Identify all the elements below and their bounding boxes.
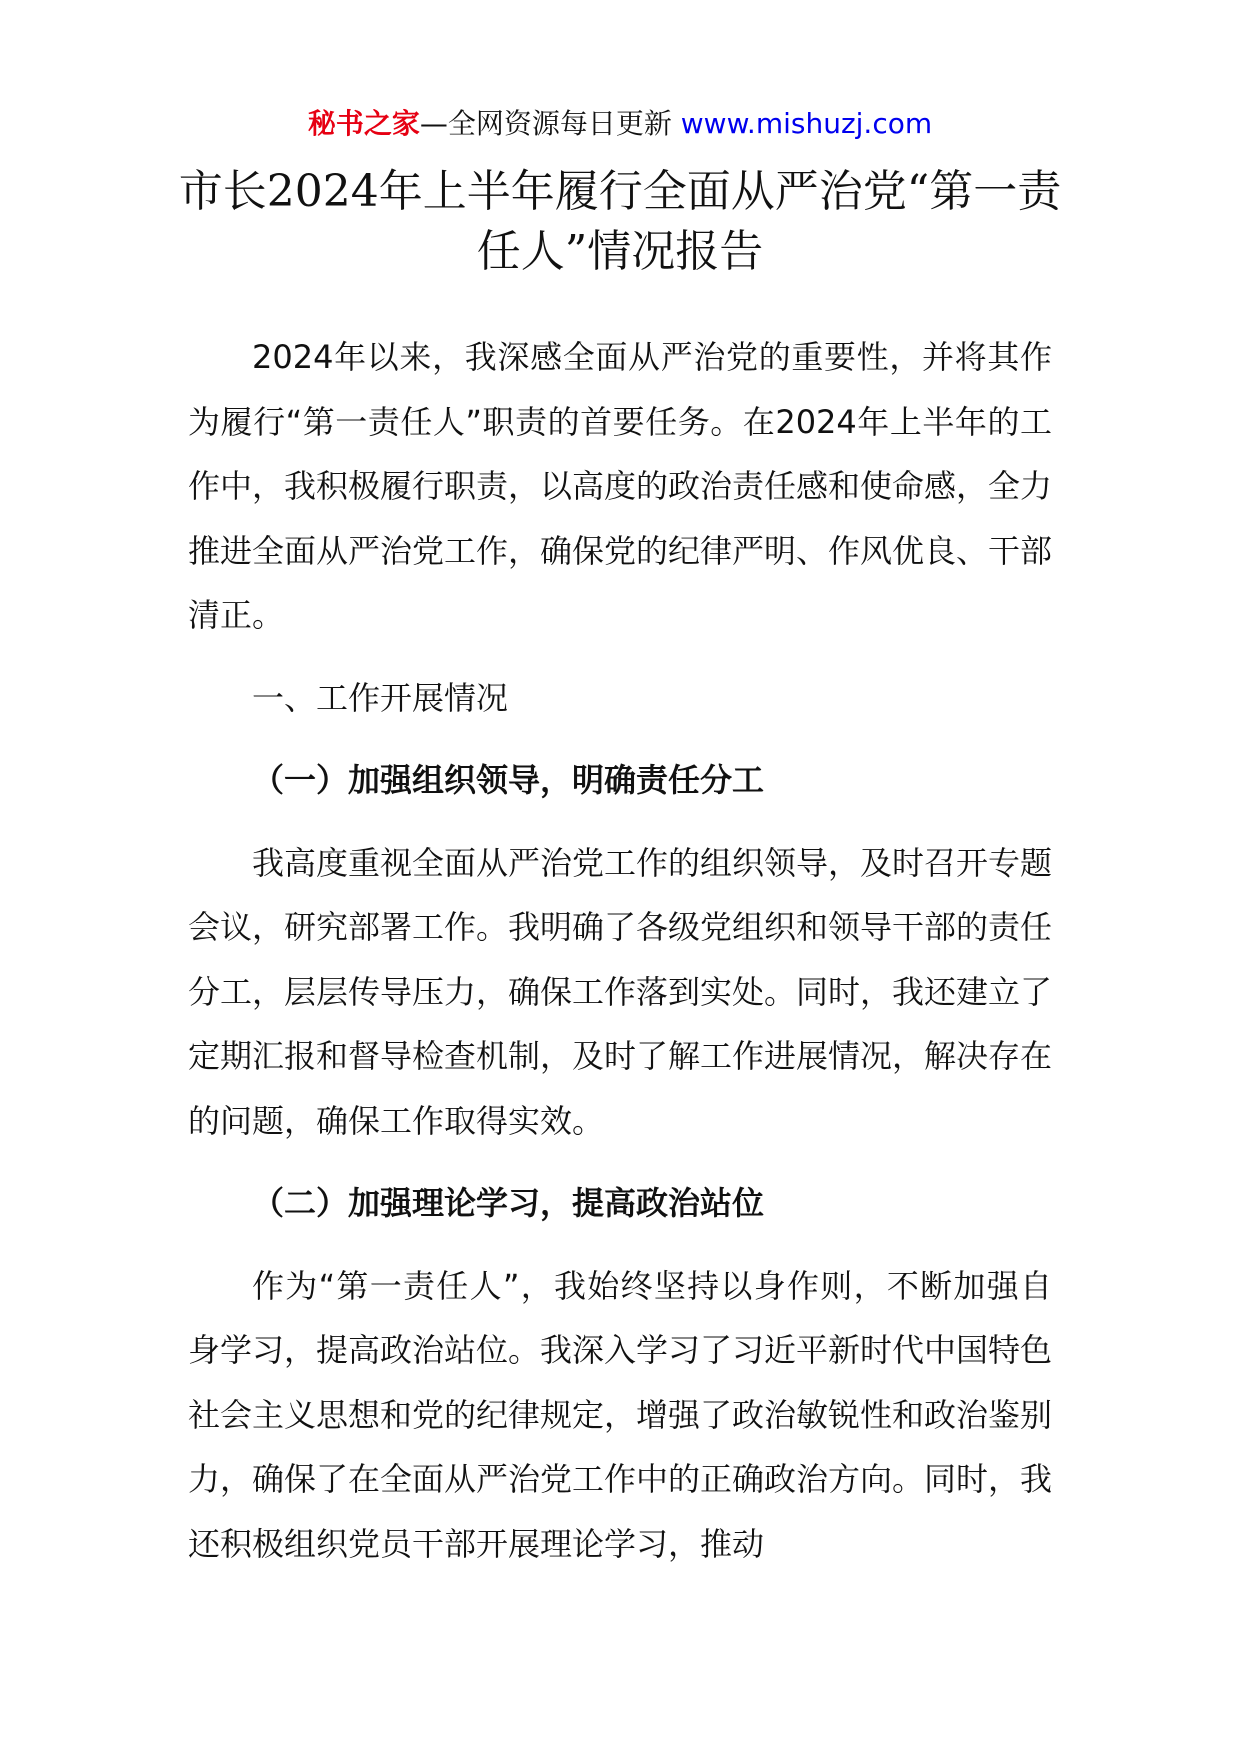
brand-name: 秘书之家 (307, 107, 420, 140)
subsection-paragraph-leadership: 我高度重视全面从严治党工作的组织领导，及时召开专题会议，研究部署工作。我明确了各级党组织和领导干部的责任分工，层层传导压力，确保工作落到实处。同时，我还建立了定期汇报和督导检查机制，及时了解工作进展情况，解决存在的问题，确保工作取得实效。 (188, 843, 1053, 1140)
subsection-heading-study: （二）加强理论学习，提高政治站位 (252, 1184, 765, 1222)
header-tagline: —全网资源每日更新 (419, 107, 681, 140)
site-url-link[interactable]: www.mishuzj.com (680, 107, 933, 140)
document-title: 市长2024年上半年履行全面从严治党“第一责任人”情况报告 (178, 166, 1062, 277)
site-header (0, 104, 1240, 144)
section-heading-work: 一、工作开展情况 (252, 678, 509, 717)
document-body (188, 325, 1052, 1576)
subsection-heading-leadership: （一）加强组织领导，明确责任分工 (252, 761, 765, 799)
subsection-paragraph-study: 作为“第一责任人”，我始终坚持以身作则，不断加强自身学习，提高政治站位。我深入学习了习近平新时代中国特色社会主义思想和党的纪律规定，增强了政治敏锐性和政治鉴别力，确保了在全面从严治党工作中的正确政治方向。同时，我还积极组织党员干部开展理论学习，推动 (188, 1266, 1053, 1563)
intro-paragraph: 2024年以来，我深感全面从严治党的重要性，并将其作为履行“第一责任人”职责的首要任务。在2024年上半年的工作中，我积极履行职责，以高度的政治责任感和使命感，全力推进全面从严治党工作，确保党的纪律严明、作风优良、干部清正。 (188, 338, 1053, 634)
